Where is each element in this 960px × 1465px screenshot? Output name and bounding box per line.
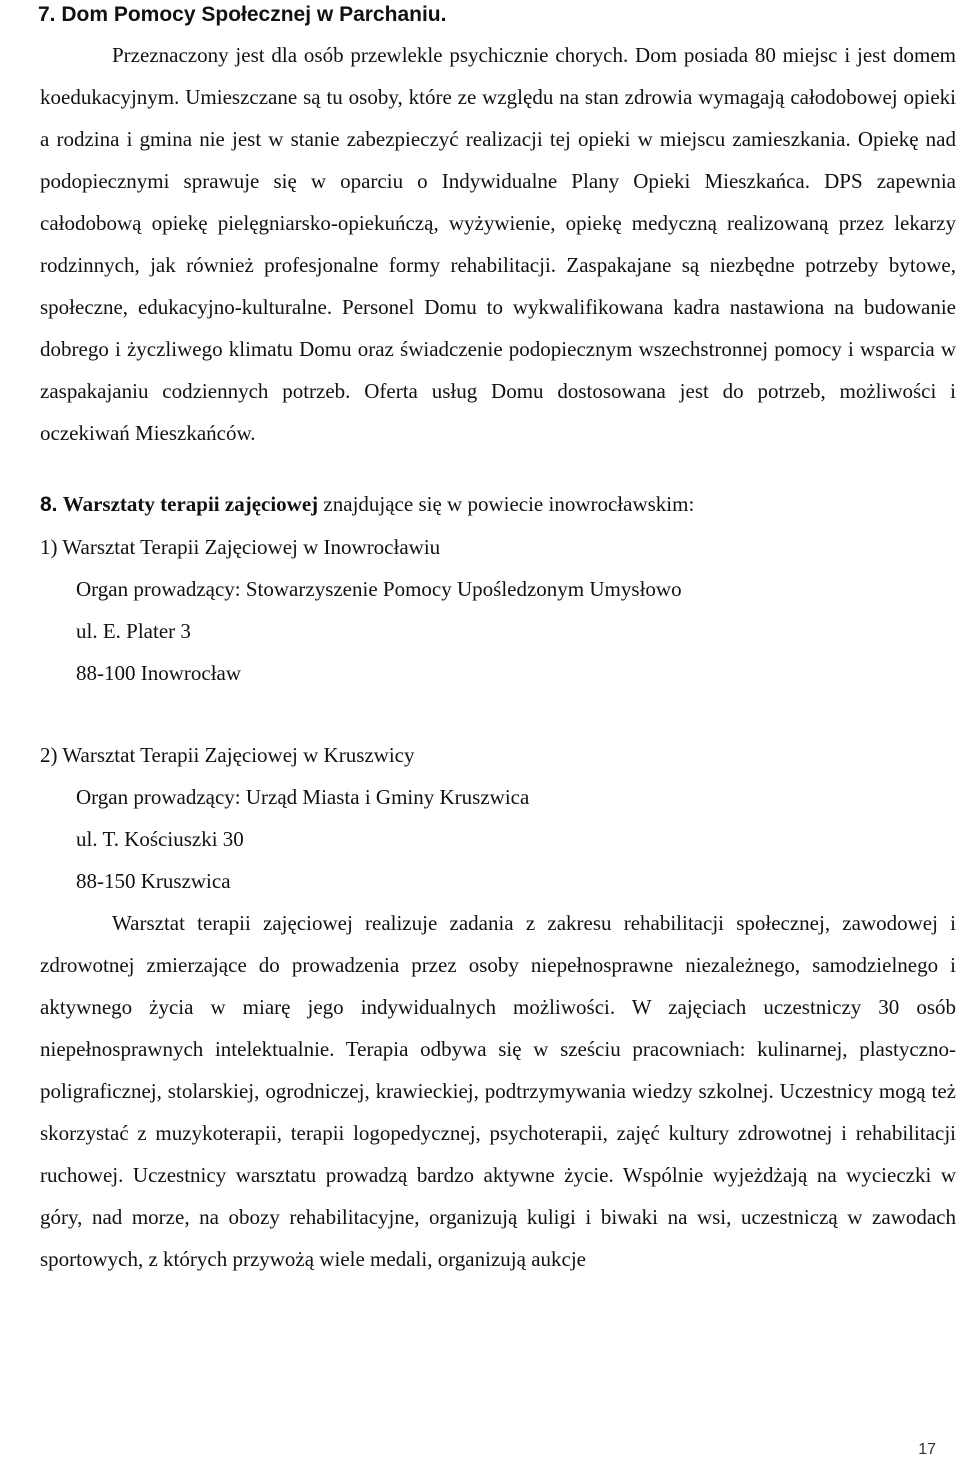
workshop-city: 88-150 Kruszwica <box>76 869 231 893</box>
section-8-title-rest: znajdujące się w powiecie inowrocławskim: <box>318 492 695 516</box>
workshop-title: 1) Warsztat Terapii Zajęciowej w Inowrocławiu <box>40 535 441 559</box>
workshop-organ: Organ prowadzący: Stowarzyszenie Pomocy Upośledzonym Umysłowo <box>76 577 682 601</box>
section-8-number: 8. <box>40 493 58 516</box>
section-8-bold-title: Warsztaty terapii zajęciowej <box>62 492 319 516</box>
workshop-city: 88-100 Inowrocław <box>76 661 242 685</box>
section-8-heading <box>40 483 956 526</box>
section-7-paragraph: Przeznaczony jest dla osób przewlekle psychicznie chorych. Dom posiada 80 miejsc i jest domem koedukacyjnym. Umieszczane są tu osoby, które ze względu na stan zdrowia wymagają całodobowej opieki a rodzina i gmina nie jest w stanie zabezpieczyć realizacji tej opieki w miejscu zamieszkania. Opiekę nad podopiecznymi sprawuje się w oparciu o Indywidualne Plany Opieki Mieszkańca. DPS zapewnia całodobową opiekę pielęgniarsko-opiekuńczą, wyżywienie, opiekę medyczną realizowaną przez lekarzy rodzinnych, jak również profesjonalne formy rehabilitacji. Zaspakajane są niezbędne potrzeby bytowe, społeczne, edukacyjno-kulturalne. Personel Domu to wykwalifikowana kadra nastawiona na budowanie dobrego i życzliwego klimatu Domu oraz świadczenie podopiecznym wszechstronnej pomocy i wsparcia w zaspakajaniu codziennych potrzeb. Oferta usług Domu dostosowana jest do potrzeb, możliwości i oczekiwań Mieszkańców. <box>40 43 956 445</box>
workshop-street: ul. T. Kościuszki 30 <box>76 827 244 851</box>
section-8-paragraph: Warsztat terapii zajęciowej realizuje zadania z zakresu rehabilitacji społecznej, zawodowej i zdrowotnej zmierzające do prowadzenia przez osoby niepełnosprawne niezależnego, samodzielnego i aktywnego życia w miarę jego indywidualnych możliwości. W zajęciach uczestniczy 30 osób niepełnosprawnych intelektualnie. Terapia odbywa się w sześciu pracowniach: kulinarnej, plastyczno-poligraficznej, stolarskiej, ogrodniczej, krawieckiej, podtrzymywania wiedzy szkolnej. Uczestnicy mogą też skorzystać z muzykoterapii, terapii logopedycznej, psychoterapii, zajęć kultury zdrowotnej i rehabilitacji ruchowej. Uczestnicy warsztatu prowadzą bardzo aktywne życie. Wspólnie wyjeżdżają na wycieczki w góry, nad morze, na obozy rehabilitacyjne, organizują kuligi i biwaki na wsi, uczestniczą w zawodach sportowych, z których przywożą wiele medali, organizują aukcje <box>40 911 956 1271</box>
spacer <box>40 694 956 734</box>
page-number: 17 <box>918 1441 936 1458</box>
workshop-organ: Organ prowadzący: Urząd Miasta i Gminy Kruszwica <box>76 785 530 809</box>
workshop-item <box>40 526 956 694</box>
workshop-street: ul. E. Plater 3 <box>76 619 191 643</box>
workshop-item <box>40 734 956 902</box>
document-page <box>40 0 956 1280</box>
section-7-heading: 7. Dom Pomocy Społecznej w Parchaniu. <box>38 3 447 26</box>
workshop-title: 2) Warsztat Terapii Zajęciowej w Kruszwicy <box>40 743 415 767</box>
